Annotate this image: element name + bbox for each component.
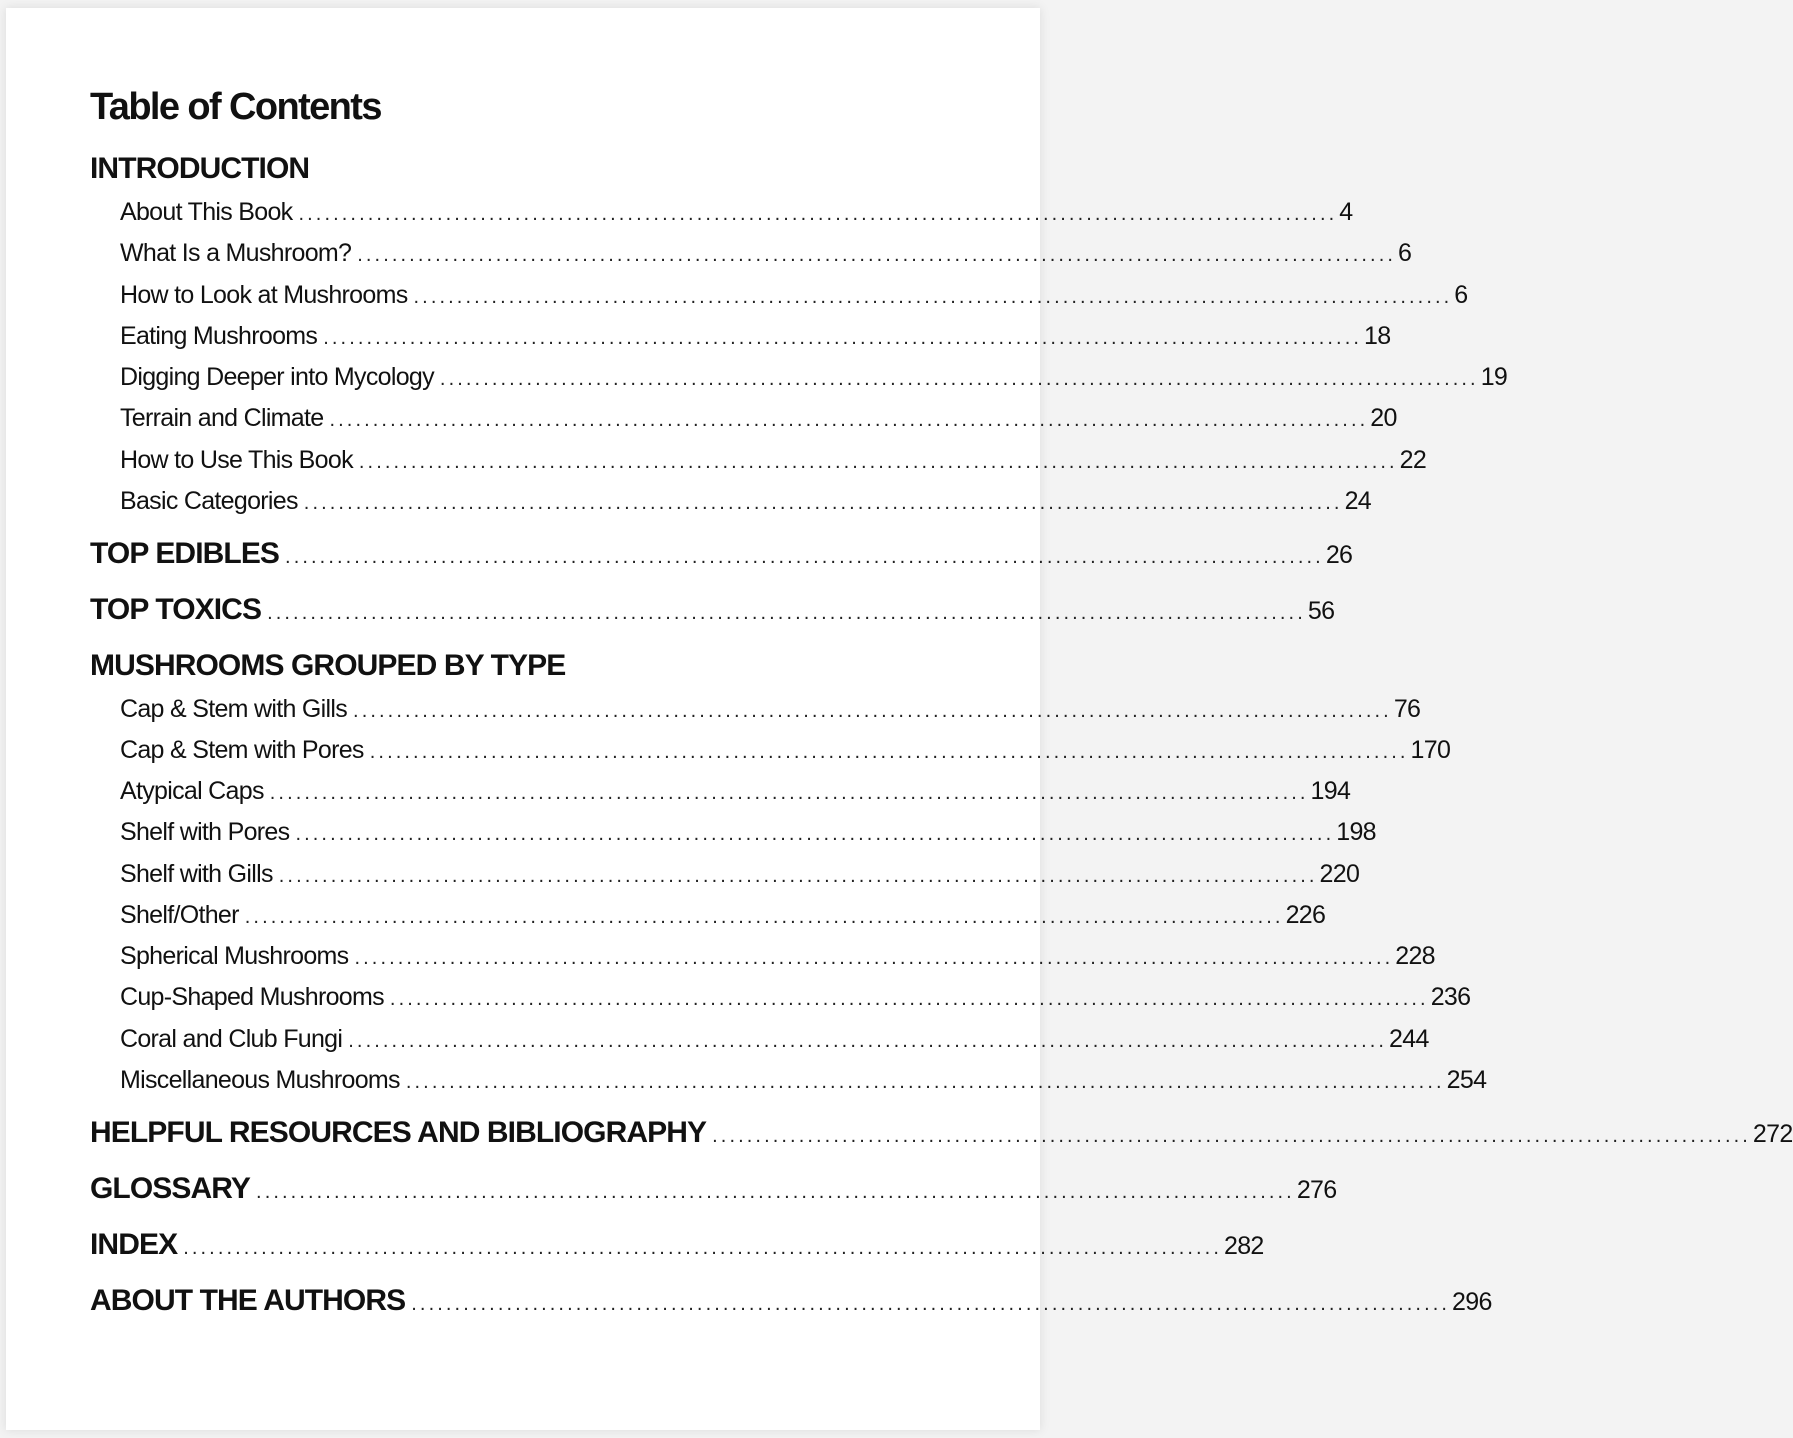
toc-entry-page: 198	[1336, 818, 1376, 846]
dot-leader: ........................................................................................................................	[413, 286, 1453, 308]
toc-entry-label: About This Book	[120, 198, 293, 226]
toc-entry-label: What Is a Mushroom?	[120, 239, 352, 267]
toc-entry-terrain-and-climate[interactable]	[120, 402, 1397, 434]
toc-entry-label: Cap & Stem with Gills	[120, 695, 348, 723]
toc-entry-what-is-a-mushroom[interactable]	[120, 237, 1412, 269]
toc-entry-label: Shelf/Other	[120, 901, 239, 929]
toc-entry-shelf-other[interactable]	[120, 899, 1326, 931]
section-heading-grouped-by-type: MUSHROOMS GROUPED BY TYPE	[90, 649, 566, 682]
toc-entry-page: 6	[1454, 281, 1468, 309]
toc-entry-coral-and-club-fungi[interactable]	[120, 1023, 1429, 1055]
dot-leader: ........................................................................................................................	[358, 451, 1398, 473]
toc-entry-label: Eating Mushrooms	[120, 322, 318, 350]
toc-entry-page: 24	[1344, 487, 1371, 515]
toc-section-top-edibles[interactable]	[90, 534, 1353, 574]
toc-entry-label: Cap & Stem with Pores	[120, 736, 364, 764]
toc-entry-label: Spherical Mushrooms	[120, 942, 349, 970]
toc-section-index[interactable]	[90, 1225, 1264, 1265]
dot-leader: ........................................................................................................................	[285, 546, 1324, 568]
section-heading-top-edibles: TOP EDIBLES	[90, 537, 280, 570]
toc-entry-label: Atypical Caps	[120, 777, 264, 805]
toc-entry-page: 272	[1752, 1120, 1793, 1148]
section-heading-introduction: INTRODUCTION	[90, 152, 310, 185]
dot-leader: ........................................................................................................................	[357, 244, 1397, 266]
toc-entry-page: 194	[1310, 777, 1351, 805]
dot-leader: ........................................................................................................................	[411, 1293, 1451, 1315]
toc-entry-miscellaneous-mushrooms[interactable]	[120, 1064, 1487, 1096]
toc-entry-how-to-use-this-book[interactable]	[120, 444, 1427, 476]
dot-leader: ........................................................................................................................	[354, 947, 1394, 969]
toc-entry-page: 6	[1398, 239, 1412, 267]
toc-entry-page: 226	[1285, 901, 1326, 929]
toc-entry-page: 18	[1364, 322, 1391, 350]
dot-leader: ........................................................................................................................	[439, 368, 1479, 390]
section-heading-top-toxics: TOP TOXICS	[90, 593, 262, 626]
dot-leader: ........................................................................................................................	[256, 1181, 1295, 1203]
section-heading-glossary: GLOSSARY	[90, 1172, 251, 1205]
toc-entry-shelf-with-pores[interactable]	[120, 816, 1376, 848]
toc-entry-label: How to Use This Book	[120, 446, 353, 474]
toc-entry-how-to-look-at-mushrooms[interactable]	[120, 279, 1468, 311]
toc-entry-label: Shelf with Gills	[120, 860, 273, 888]
dot-leader: ........................................................................................................................	[295, 823, 1335, 845]
toc-entry-cap-stem-gills[interactable]	[120, 693, 1421, 725]
dot-leader: ........................................................................................................................	[303, 492, 1343, 514]
toc-entry-basic-categories[interactable]	[120, 485, 1371, 517]
section-heading-index: INDEX	[90, 1228, 178, 1261]
toc-entry-page: 244	[1389, 1025, 1429, 1053]
toc-section-top-toxics[interactable]	[90, 590, 1335, 630]
toc-entry-about-this-book[interactable]	[120, 196, 1353, 228]
toc-section-glossary[interactable]	[90, 1169, 1337, 1209]
toc-entry-page: 228	[1395, 942, 1435, 970]
dot-leader: ........................................................................................................................	[353, 700, 1392, 722]
toc-entry-label: Basic Categories	[120, 487, 298, 515]
toc-entry-page: 276	[1296, 1176, 1337, 1204]
toc-entry-page: 236	[1430, 983, 1471, 1011]
dot-leader: ........................................................................................................................	[269, 782, 1309, 804]
toc-entry-page: 26	[1325, 541, 1353, 569]
section-heading-about-the-authors: ABOUT THE AUTHORS	[90, 1284, 406, 1317]
section-heading-helpful-resources: HELPFUL RESOURCES AND BIBLIOGRAPHY	[90, 1116, 707, 1149]
toc-entry-label: How to Look at Mushrooms	[120, 281, 408, 309]
toc-entry-page: 19	[1480, 363, 1508, 391]
toc-entry-eating-mushrooms[interactable]	[120, 320, 1391, 352]
toc-section-helpful-resources[interactable]	[90, 1113, 1793, 1153]
toc-entry-label: Cup-Shaped Mushrooms	[120, 983, 384, 1011]
toc-entry-label: Terrain and Climate	[120, 404, 324, 432]
book-page	[6, 8, 1793, 1430]
dot-leader: ........................................................................................................................	[405, 1071, 1445, 1093]
dot-leader: ........................................................................................................................	[712, 1125, 1751, 1147]
dot-leader: ........................................................................................................................	[244, 906, 1284, 928]
toc-entry-label: Miscellaneous Mushrooms	[120, 1066, 400, 1094]
dot-leader: ........................................................................................................................	[389, 988, 1429, 1010]
dot-leader: ........................................................................................................................	[323, 327, 1363, 349]
toc-entry-digging-deeper[interactable]	[120, 361, 1508, 393]
toc-section-about-the-authors[interactable]	[90, 1281, 1492, 1321]
toc-entry-cap-stem-pores[interactable]	[120, 734, 1451, 766]
toc-entry-label: Digging Deeper into Mycology	[120, 363, 434, 391]
toc-entry-shelf-with-gills[interactable]	[120, 858, 1360, 890]
dot-leader: ........................................................................................................................	[369, 741, 1409, 763]
toc-entry-atypical-caps[interactable]	[120, 775, 1351, 807]
toc-entry-page: 76	[1393, 695, 1421, 723]
toc-entry-page: 282	[1223, 1232, 1264, 1260]
toc-entry-page: 22	[1399, 446, 1427, 474]
dot-leader: ........................................................................................................................	[298, 203, 1338, 225]
toc-entry-page: 220	[1319, 860, 1360, 888]
toc-entry-page: 56	[1307, 597, 1335, 625]
toc-entry-spherical-mushrooms[interactable]	[120, 940, 1435, 972]
toc-entry-page: 254	[1446, 1066, 1487, 1094]
dot-leader: ........................................................................................................................	[348, 1030, 1388, 1052]
dot-leader: ........................................................................................................................	[329, 409, 1369, 431]
dot-leader: ........................................................................................................................	[278, 865, 1318, 887]
toc-entry-page: 296	[1452, 1288, 1492, 1316]
dot-leader: ........................................................................................................................	[183, 1237, 1222, 1259]
toc-entry-page: 4	[1339, 198, 1353, 226]
toc-entry-cup-shaped-mushrooms[interactable]	[120, 981, 1471, 1013]
toc-entry-label: Shelf with Pores	[120, 818, 290, 846]
toc-entry-label: Coral and Club Fungi	[120, 1025, 343, 1053]
toc-entry-page: 170	[1410, 736, 1451, 764]
dot-leader: ........................................................................................................................	[267, 602, 1306, 624]
page-title: Table of Contents	[90, 86, 381, 128]
toc-entry-page: 20	[1370, 404, 1397, 432]
